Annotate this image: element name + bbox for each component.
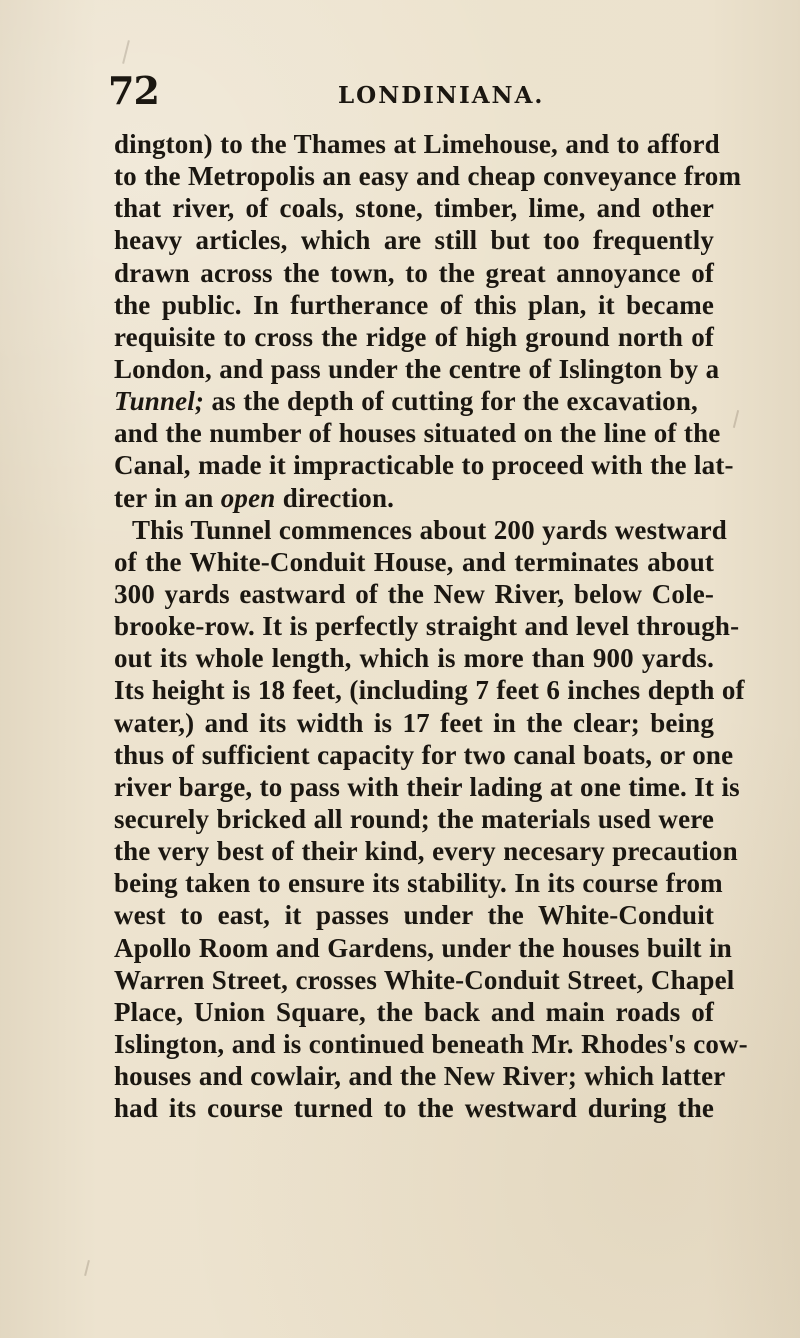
text-line: Warren Street, crosses White-Conduit Street, Chapel (114, 964, 735, 995)
text-line: drawn across the town, to the great annoyance of (114, 257, 714, 288)
text-line: out its whole length, which is more than 900 yards. (114, 643, 714, 674)
text-line: west to east, it passes under the White-Conduit (114, 900, 714, 931)
text-line: brooke-row. It is perfectly straight and level through- (114, 611, 740, 642)
text-fragment: direction. (282, 482, 395, 513)
page-header (108, 68, 668, 114)
body-text (114, 128, 748, 1124)
text-fragment: ter in an (114, 482, 214, 513)
text-line: and the number of houses situated on the line of the (114, 418, 721, 449)
text-line: Apollo Room and Gardens, under the houses built in (114, 932, 732, 963)
text-line: houses and cowlair, and the New River; which latter (114, 1061, 726, 1092)
text-line: that river, of coals, stone, timber, lime, and other (114, 193, 714, 224)
text-line: requisite to cross the ridge of high ground north of (114, 321, 714, 352)
text-line: heavy articles, which are still but too frequently (114, 225, 714, 256)
text-line: 300 yards eastward of the New River, below Cole- (114, 578, 714, 609)
text-line: had its course turned to the westward during the (114, 1093, 714, 1124)
text-line: of the White-Conduit House, and terminates about (114, 546, 714, 577)
text-line: Canal, made it impracticable to proceed with the lat- (114, 450, 734, 481)
text-line: the very best of their kind, every necesary precaution (114, 836, 738, 867)
text-line: to the Metropolis an easy and cheap conveyance from (114, 161, 742, 192)
text-line: Islington, and is continued beneath Mr. Rhodes's cow- (114, 1028, 748, 1059)
text-line: Its height is 18 feet, (including 7 feet 6 inches depth of (114, 675, 745, 706)
text-line: securely bricked all round; the materials used were (114, 803, 714, 834)
text-line: thus of sufficient capacity for two canal boats, or one (114, 739, 734, 770)
italic-word: Tunnel; (114, 386, 205, 417)
text-line: dington) to the Thames at Limehouse, and to afford (114, 129, 720, 159)
text-line: London, and pass under the centre of Islington by a (114, 353, 720, 384)
text-line-with-italic (114, 482, 714, 514)
paper-fleck (733, 410, 739, 428)
paper-fleck (122, 40, 130, 64)
running-title: LONDINIANA. (338, 82, 545, 109)
text-line: being taken to ensure its stability. In its course from (114, 868, 723, 899)
text-line-with-italic (114, 385, 714, 417)
paper-fleck (84, 1260, 90, 1276)
page-number: 72 (108, 68, 159, 113)
italic-word: open (220, 482, 276, 513)
text-line: the public. In furtherance of this plan, it became (114, 289, 714, 320)
text-fragment: as the depth of cutting for the excavation, (211, 386, 698, 417)
text-line: water,) and its width is 17 feet in the clear; being (114, 707, 714, 738)
paragraph-start-line: This Tunnel commences about 200 yards westward (132, 514, 727, 545)
text-line: river barge, to pass with their lading at one time. It is (114, 771, 740, 802)
text-line: Place, Union Square, the back and main roads of (114, 996, 714, 1027)
